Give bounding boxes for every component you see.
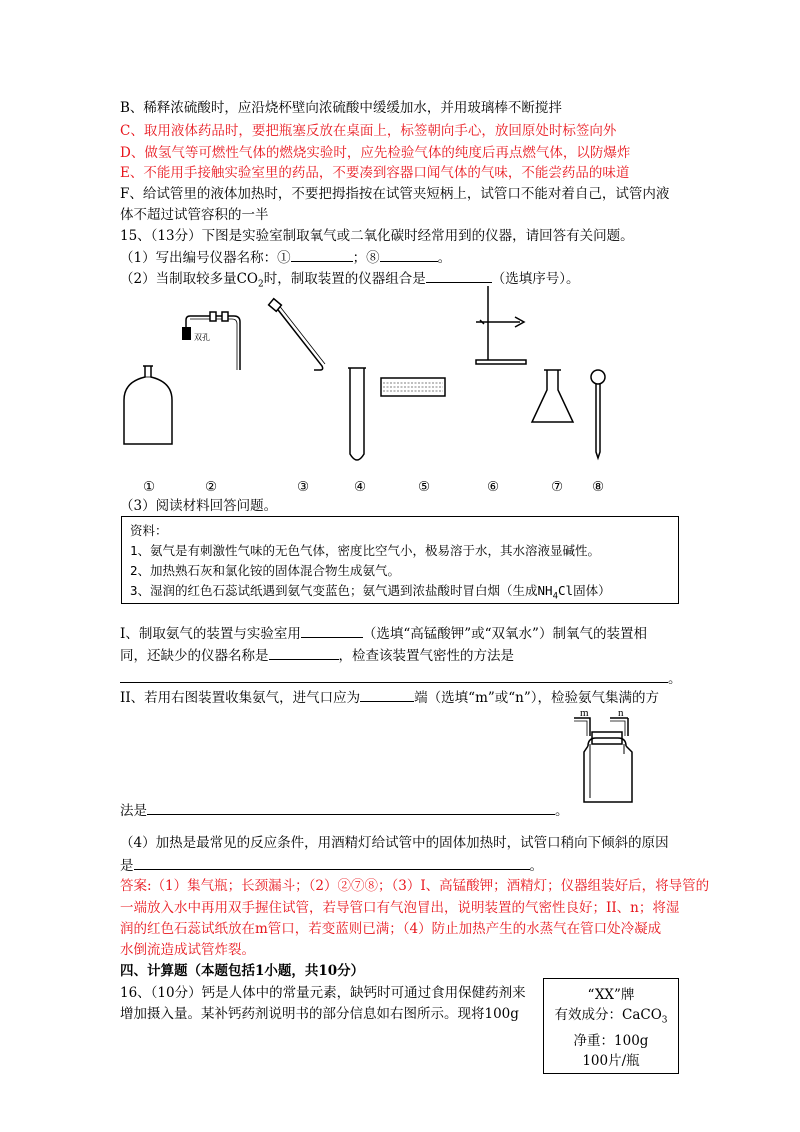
stopper-label: 双孔 — [194, 333, 210, 342]
q15-part2-sub: 2 — [258, 279, 264, 290]
gas-bottle-icon — [124, 366, 172, 444]
q15-part-ii-line2 — [120, 800, 569, 821]
q15-part-i-text-a: I、制取氨气的装置与实验室用 — [120, 626, 301, 642]
apparatus-number-4: ④ — [354, 479, 367, 495]
q15-part-ii2-text-a: 法是 — [120, 803, 147, 819]
q15-part-i-text-b: （选填“高锰酸钾”或“双氧水”）制氧气的装置相 — [362, 626, 647, 642]
q15-part1 — [120, 247, 451, 268]
apparatus-number-6: ⑥ — [487, 479, 500, 495]
product-brand: “XX”牌 — [587, 987, 635, 1003]
product-ingredient — [544, 1005, 678, 1031]
long-neck-funnel-icon — [591, 370, 605, 458]
q16-line1: 16、（10分）钙是人体中的常量元素，缺钙时可通过食用保健药剂来 — [120, 985, 526, 1001]
product-count: 100片/瓶 — [582, 1052, 640, 1069]
apparatus-number-5: ⑤ — [418, 479, 431, 495]
iron-stand-icon — [476, 286, 526, 364]
q16-line2: 增加摄入量。某补钙药剂说明书的部分信息如右图所示。现将100g — [120, 1006, 519, 1022]
q15-part-i3-end: 。 — [668, 671, 682, 687]
answer-blank-inlet[interactable] — [360, 687, 414, 702]
apparatus-number-1: ① — [143, 479, 156, 495]
answer-blank-missing-instrument[interactable] — [269, 645, 339, 660]
q15-part-i-line1 — [120, 623, 647, 644]
answer-blank-airtightness-method[interactable] — [120, 668, 668, 683]
product-weight: 净重：100g — [573, 1032, 649, 1049]
q15-part4-text-b: 是 — [120, 858, 134, 874]
q15-part-ii2-end: 。 — [555, 803, 569, 819]
material-line-3-b: Cl固体） — [558, 583, 611, 598]
apparatus-number-7: ⑦ — [551, 479, 564, 495]
q15-part4-line2 — [120, 855, 543, 876]
collection-bottle-diagram — [570, 708, 650, 808]
q15-part-ii-line1 — [120, 687, 659, 708]
apparatus-number-3: ③ — [297, 479, 310, 495]
answer-blank-1[interactable] — [291, 247, 353, 262]
q15-part-i-line3 — [120, 668, 682, 689]
option-b: B、稀释浓硫酸时，应沿烧杯壁向浓硫酸中缓缓加水，并用玻璃棒不断搅拌 — [120, 100, 562, 116]
conical-flask-icon — [532, 370, 573, 422]
material-line-2: 2、加热熟石灰和氯化铵的固体混合物生成氨气。 — [130, 563, 401, 578]
q15-part4-line1: （4）加热是最常见的反应条件，用酒精灯给试管中的固体加热时，试管口稍向下倾斜的原因 — [120, 835, 669, 851]
option-f-line1: F、给试管里的液体加热时，不要把拇指按在试管夹短柄上，试管口不能对着自己，试管内液 — [120, 186, 670, 202]
q15-part3: （3）阅读材料回答问题。 — [120, 498, 278, 514]
q15-part1-text-b: ；⑧ — [352, 250, 380, 266]
product-info-box — [543, 978, 679, 1074]
option-d: D、做氢气等可燃性气体的燃烧实验时，应先检验气体的纯度后再点燃气体，以防爆炸 — [120, 145, 631, 161]
answer-blank-combination[interactable] — [426, 268, 492, 283]
material-line-1: 1、氨气是有刺激性气味的无色气体，密度比空气小，极易溶于水，其水溶液显碱性。 — [130, 543, 601, 558]
answer-blank-full-test[interactable] — [147, 800, 555, 815]
apparatus-number-8: ⑧ — [592, 479, 605, 495]
option-c: C、取用液体药品时，要把瓶塞反放在桌面上，标签朝向手心，放回原处时标签向外 — [120, 123, 617, 139]
material-title: 资料： — [130, 523, 168, 538]
q15-part-i2-text-a: 同，还缺少的仪器名称是 — [120, 648, 269, 664]
q15-part2-text-c: （选填序号）。 — [491, 271, 580, 287]
answer-blank-reason[interactable] — [134, 855, 530, 870]
option-f-line2: 体不超过试管容积的一半 — [120, 207, 269, 223]
tube-m-label: m — [580, 708, 589, 719]
apparatus-number-2: ② — [205, 479, 218, 495]
q15-title: 15、（13分）下图是实验室制取氧气或二氧化碳时经常用到的仪器，请回答有关问题。 — [120, 228, 634, 244]
material-line-3-sub: 4 — [552, 591, 559, 602]
q15-part-i2-text-b: ，检查该装置气密性的方法是 — [338, 648, 514, 664]
section-4-title: 四、计算题（本题包括1小题，共10分） — [120, 963, 365, 979]
material-line-3 — [130, 581, 670, 607]
q15-part4-end: 。 — [529, 858, 543, 874]
q15-part-ii-text-b: 端（选填“m”或“n”），检验氨气集满的方 — [414, 690, 660, 706]
answer-line-4: 水倒流造成试管炸裂。 — [120, 942, 255, 958]
q15-part-i-line2 — [120, 645, 514, 666]
test-tube-icon — [348, 368, 366, 460]
answer-line-2: 一端放入水中再用双手握住试管，若导管口有气泡冒出，说明装置的气密性良好；II、n；将湿 — [120, 900, 680, 916]
q15-part2-text-b: 时，制取装置的仪器组合是 — [263, 271, 426, 287]
answer-line-3: 润的红色石蕊试纸放在m管口，若变蓝则已满；（4）防止加热产生的水蒸气在管口处冷凝成 — [120, 921, 662, 937]
answer-line-1: 答案:（1）集气瓶；长颈漏斗；（2）②⑦⑧；（3）I、高锰酸钾；酒精灯；仪器组装好后，将导管的 — [120, 878, 710, 894]
material-box — [121, 516, 679, 604]
q15-part2-text-a: （2）当制取较多量CO — [120, 271, 258, 287]
stopper-tube-icon — [182, 312, 240, 370]
product-ingredient-sub: 3 — [661, 1015, 668, 1026]
bent-tube-icon — [269, 299, 325, 370]
material-line-3-a: 3、湿润的红色石蕊试纸遇到氨气变蓝色；氨气遇到浓盐酸时冒白烟（生成NH — [130, 583, 553, 598]
answer-blank-reagent[interactable] — [301, 623, 363, 638]
water-trough-icon — [381, 378, 445, 396]
option-e: E、不能用手接触实验室里的药品，不要凑到容器口闻气体的气味，不能尝药品的味道 — [120, 165, 630, 181]
product-ingredient-text: 有效成分：CaCO — [554, 1007, 662, 1023]
q15-part1-text-a: （1）写出编号仪器名称：① — [120, 250, 291, 266]
q15-part1-text-c: 。 — [437, 250, 452, 266]
tube-n-label: n — [618, 708, 624, 719]
q15-part-ii-text-a: II、若用右图装置收集氨气，进气口应为 — [120, 690, 361, 706]
answer-blank-8[interactable] — [380, 247, 438, 262]
